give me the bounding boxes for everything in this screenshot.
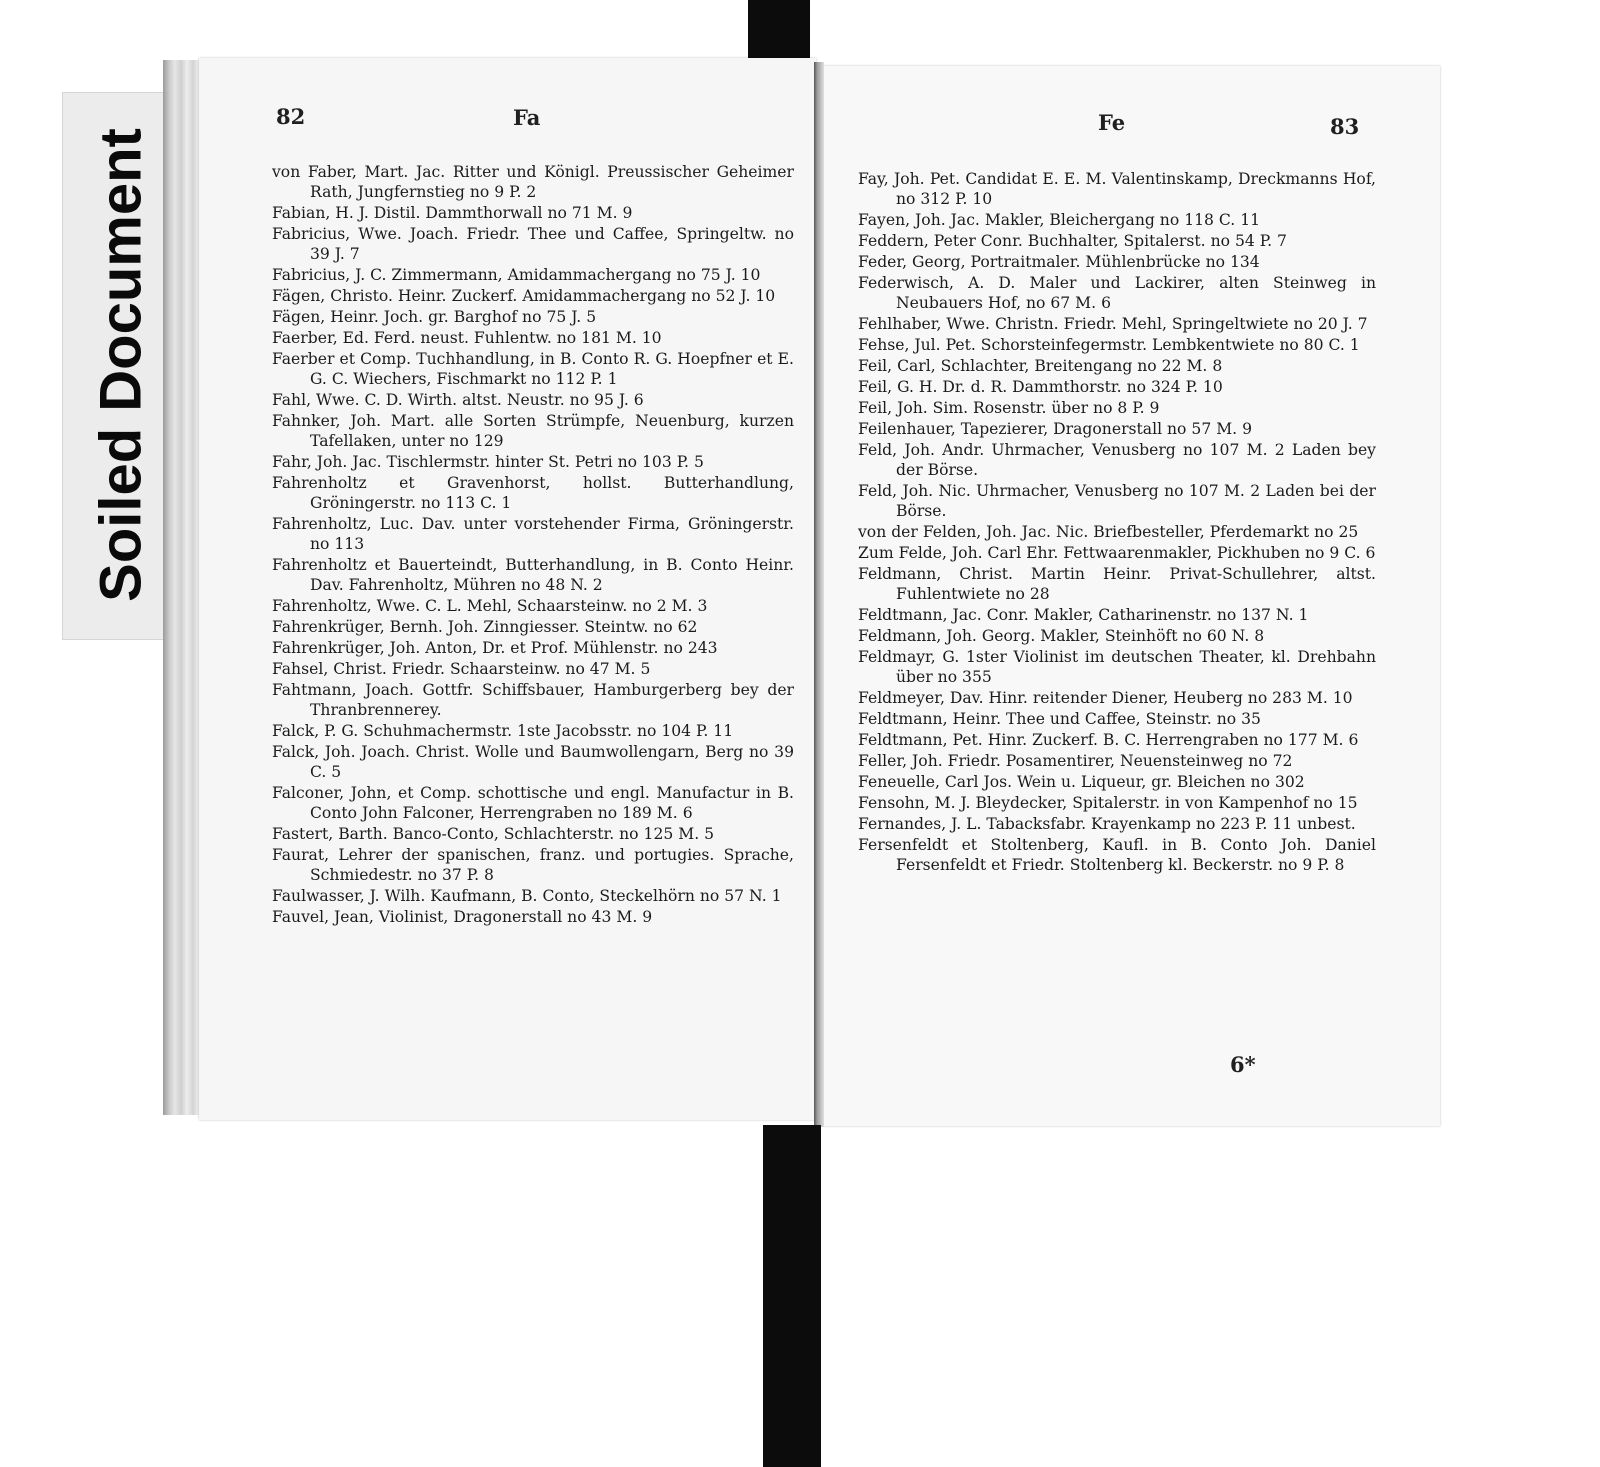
directory-entry: Feldmeyer, Dav. Hinr. reitender Diener, Heuberg no 283 M. 10 <box>858 689 1353 707</box>
book-gutter <box>814 62 824 1127</box>
directory-entry: Fayen, Joh. Jac. Makler, Bleichergang no 118 C. 11 <box>858 211 1261 229</box>
directory-entry: Fägen, Heinr. Joch. gr. Barghof no 75 J. 5 <box>272 308 597 326</box>
directory-entry: Feldmayr, G. 1ster Violinist im deutschen Theater, kl. Drehbahn über no 355 <box>858 648 1376 686</box>
directory-entry: Feil, Carl, Schlachter, Breitengang no 22 M. 8 <box>858 357 1223 375</box>
directory-entry: Fehse, Jul. Pet. Schorsteinfegermstr. Lembkentwiete no 80 C. 1 <box>858 336 1360 354</box>
left-page-header: Fa <box>513 105 541 130</box>
directory-entry: Feldmann, Joh. Georg. Makler, Steinhöft no 60 N. 8 <box>858 627 1265 645</box>
directory-entry: Fahrenkrüger, Joh. Anton, Dr. et Prof. Mühlenstr. no 243 <box>272 639 718 657</box>
directory-entry: Fahrenkrüger, Bernh. Joh. Zinngiesser. Steintw. no 62 <box>272 618 698 636</box>
directory-entry: Fahrenholtz et Bauerteindt, Butterhandlung, in B. Conto Heinr. Dav. Fahrenholtz, Mühren no 48 N. 2 <box>272 556 794 594</box>
top-black-strip <box>748 0 810 66</box>
directory-entry: Feil, Joh. Sim. Rosenstr. über no 8 P. 9 <box>858 399 1160 417</box>
directory-entry: Fensohn, M. J. Bleydecker, Spitalerstr. in von Kampenhof no 15 <box>858 794 1358 812</box>
directory-entry: von der Felden, Joh. Jac. Nic. Briefbesteller, Pferdemarkt no 25 <box>858 523 1359 541</box>
signature-mark: 6* <box>1230 1052 1256 1077</box>
directory-entry: Feddern, Peter Conr. Buchhalter, Spitalerst. no 54 P. 7 <box>858 232 1287 250</box>
directory-entry: Fahsel, Christ. Friedr. Schaarsteinw. no 47 M. 5 <box>272 660 651 678</box>
directory-entry: Fersenfeldt et Stoltenberg, Kaufl. in B. Conto Joh. Daniel Fersenfeldt et Friedr. Stoltenberg kl. Beckerstr. no 9 P. 8 <box>858 836 1376 874</box>
directory-entry: Fahtmann, Joach. Gottfr. Schiffsbauer, Hamburgerberg bey der Thranbrennerey. <box>272 681 794 719</box>
directory-entry: Falck, Joh. Joach. Christ. Wolle und Baumwollengarn, Berg no 39 C. 5 <box>272 743 794 781</box>
directory-entry: Feldtmann, Jac. Conr. Makler, Catharinenstr. no 137 N. 1 <box>858 606 1309 624</box>
directory-entry: Feller, Joh. Friedr. Posamentirer, Neuensteinweg no 72 <box>858 752 1293 770</box>
directory-entry: Feil, G. H. Dr. d. R. Dammthorstr. no 324 P. 10 <box>858 378 1223 396</box>
directory-entry: Fehlhaber, Wwe. Christn. Friedr. Mehl, Springeltwiete no 20 J. 7 <box>858 315 1368 333</box>
directory-entry: Feld, Joh. Nic. Uhrmacher, Venusberg no 107 M. 2 Laden bei der Börse. <box>858 482 1376 520</box>
right-page-header: Fe <box>1098 110 1126 135</box>
directory-entry: Falck, P. G. Schuhmachermstr. 1ste Jacobsstr. no 104 P. 11 <box>272 722 734 740</box>
directory-entry: Fabricius, J. C. Zimmermann, Amidammachergang no 75 J. 10 <box>272 266 761 284</box>
bottom-black-strip <box>763 1125 821 1467</box>
directory-entry: von Faber, Mart. Jac. Ritter und Königl. Preussischer Geheimer Rath, Jungfernstieg no 9 P. 2 <box>272 163 794 201</box>
directory-entry: Feld, Joh. Andr. Uhrmacher, Venusberg no 107 M. 2 Laden bey der Börse. <box>858 441 1376 479</box>
directory-entry: Fahr, Joh. Jac. Tischlermstr. hinter St. Petri no 103 P. 5 <box>272 453 704 471</box>
soiled-document-label: Soiled Document <box>88 128 154 602</box>
directory-entry: Faerber et Comp. Tuchhandlung, in B. Conto R. G. Hoepfner et E. G. C. Wiechers, Fischmarkt no 112 P. 1 <box>272 350 794 388</box>
directory-entry: Fastert, Barth. Banco-Conto, Schlachterstr. no 125 M. 5 <box>272 825 715 843</box>
directory-entry: Fabricius, Wwe. Joach. Friedr. Thee und Caffee, Springeltw. no 39 J. 7 <box>272 225 794 263</box>
directory-entry: Fahl, Wwe. C. D. Wirth. altst. Neustr. no 95 J. 6 <box>272 391 644 409</box>
directory-entry: Falconer, John, et Comp. schottische und engl. Manufactur in B. Conto John Falconer, Herrengraben no 189 M. 6 <box>272 784 794 822</box>
directory-entry: Feder, Georg, Portraitmaler. Mühlenbrücke no 134 <box>858 253 1260 271</box>
directory-entry: Fay, Joh. Pet. Candidat E. E. M. Valentinskamp, Dreckmanns Hof, no 312 P. 10 <box>858 170 1376 208</box>
directory-entry: Federwisch, A. D. Maler und Lackirer, alten Steinweg in Neubauers Hof, no 67 M. 6 <box>858 274 1376 312</box>
directory-entry: Feldtmann, Heinr. Thee und Caffee, Steinstr. no 35 <box>858 710 1261 728</box>
directory-entry: Fernandes, J. L. Tabacksfabr. Krayenkamp no 223 P. 11 unbest. <box>858 815 1356 833</box>
directory-entry: Zum Felde, Joh. Carl Ehr. Fettwaarenmakler, Pickhuben no 9 C. 6 <box>858 544 1376 562</box>
directory-entry: Fahrenholtz et Gravenhorst, hollst. Butterhandlung, Gröningerstr. no 113 C. 1 <box>272 474 794 512</box>
directory-entry: Fabian, H. J. Distil. Dammthorwall no 71 M. 9 <box>272 204 633 222</box>
left-page-entries <box>272 162 794 928</box>
directory-entry: Feldmann, Christ. Martin Heinr. Privat-Schullehrer, altst. Fuhlentwiete no 28 <box>858 565 1376 603</box>
directory-entry: Fauvel, Jean, Violinist, Dragonerstall no 43 M. 9 <box>272 908 653 926</box>
right-page-number: 83 <box>1330 114 1360 139</box>
book-page-edges <box>163 60 199 1115</box>
directory-entry: Faurat, Lehrer der spanischen, franz. und portugies. Sprache, Schmiedestr. no 37 P. 8 <box>272 846 794 884</box>
left-page-number: 82 <box>276 104 306 129</box>
directory-entry: Faulwasser, J. Wilh. Kaufmann, B. Conto, Steckelhörn no 57 N. 1 <box>272 887 782 905</box>
directory-entry: Fahrenholtz, Luc. Dav. unter vorstehender Firma, Gröningerstr. no 113 <box>272 515 794 553</box>
directory-entry: Fägen, Christo. Heinr. Zuckerf. Amidammachergang no 52 J. 10 <box>272 287 776 305</box>
directory-entry: Feneuelle, Carl Jos. Wein u. Liqueur, gr. Bleichen no 302 <box>858 773 1305 791</box>
directory-entry: Fahrenholtz, Wwe. C. L. Mehl, Schaarsteinw. no 2 M. 3 <box>272 597 708 615</box>
directory-entry: Feilenhauer, Tapezierer, Dragonerstall no 57 M. 9 <box>858 420 1253 438</box>
directory-entry: Feldtmann, Pet. Hinr. Zuckerf. B. C. Herrengraben no 177 M. 6 <box>858 731 1359 749</box>
right-page-entries <box>858 169 1376 876</box>
directory-entry: Fahnker, Joh. Mart. alle Sorten Strümpfe, Neuenburg, kurzen Tafellaken, unter no 129 <box>272 412 794 450</box>
directory-entry: Faerber, Ed. Ferd. neust. Fuhlentw. no 181 M. 10 <box>272 329 662 347</box>
